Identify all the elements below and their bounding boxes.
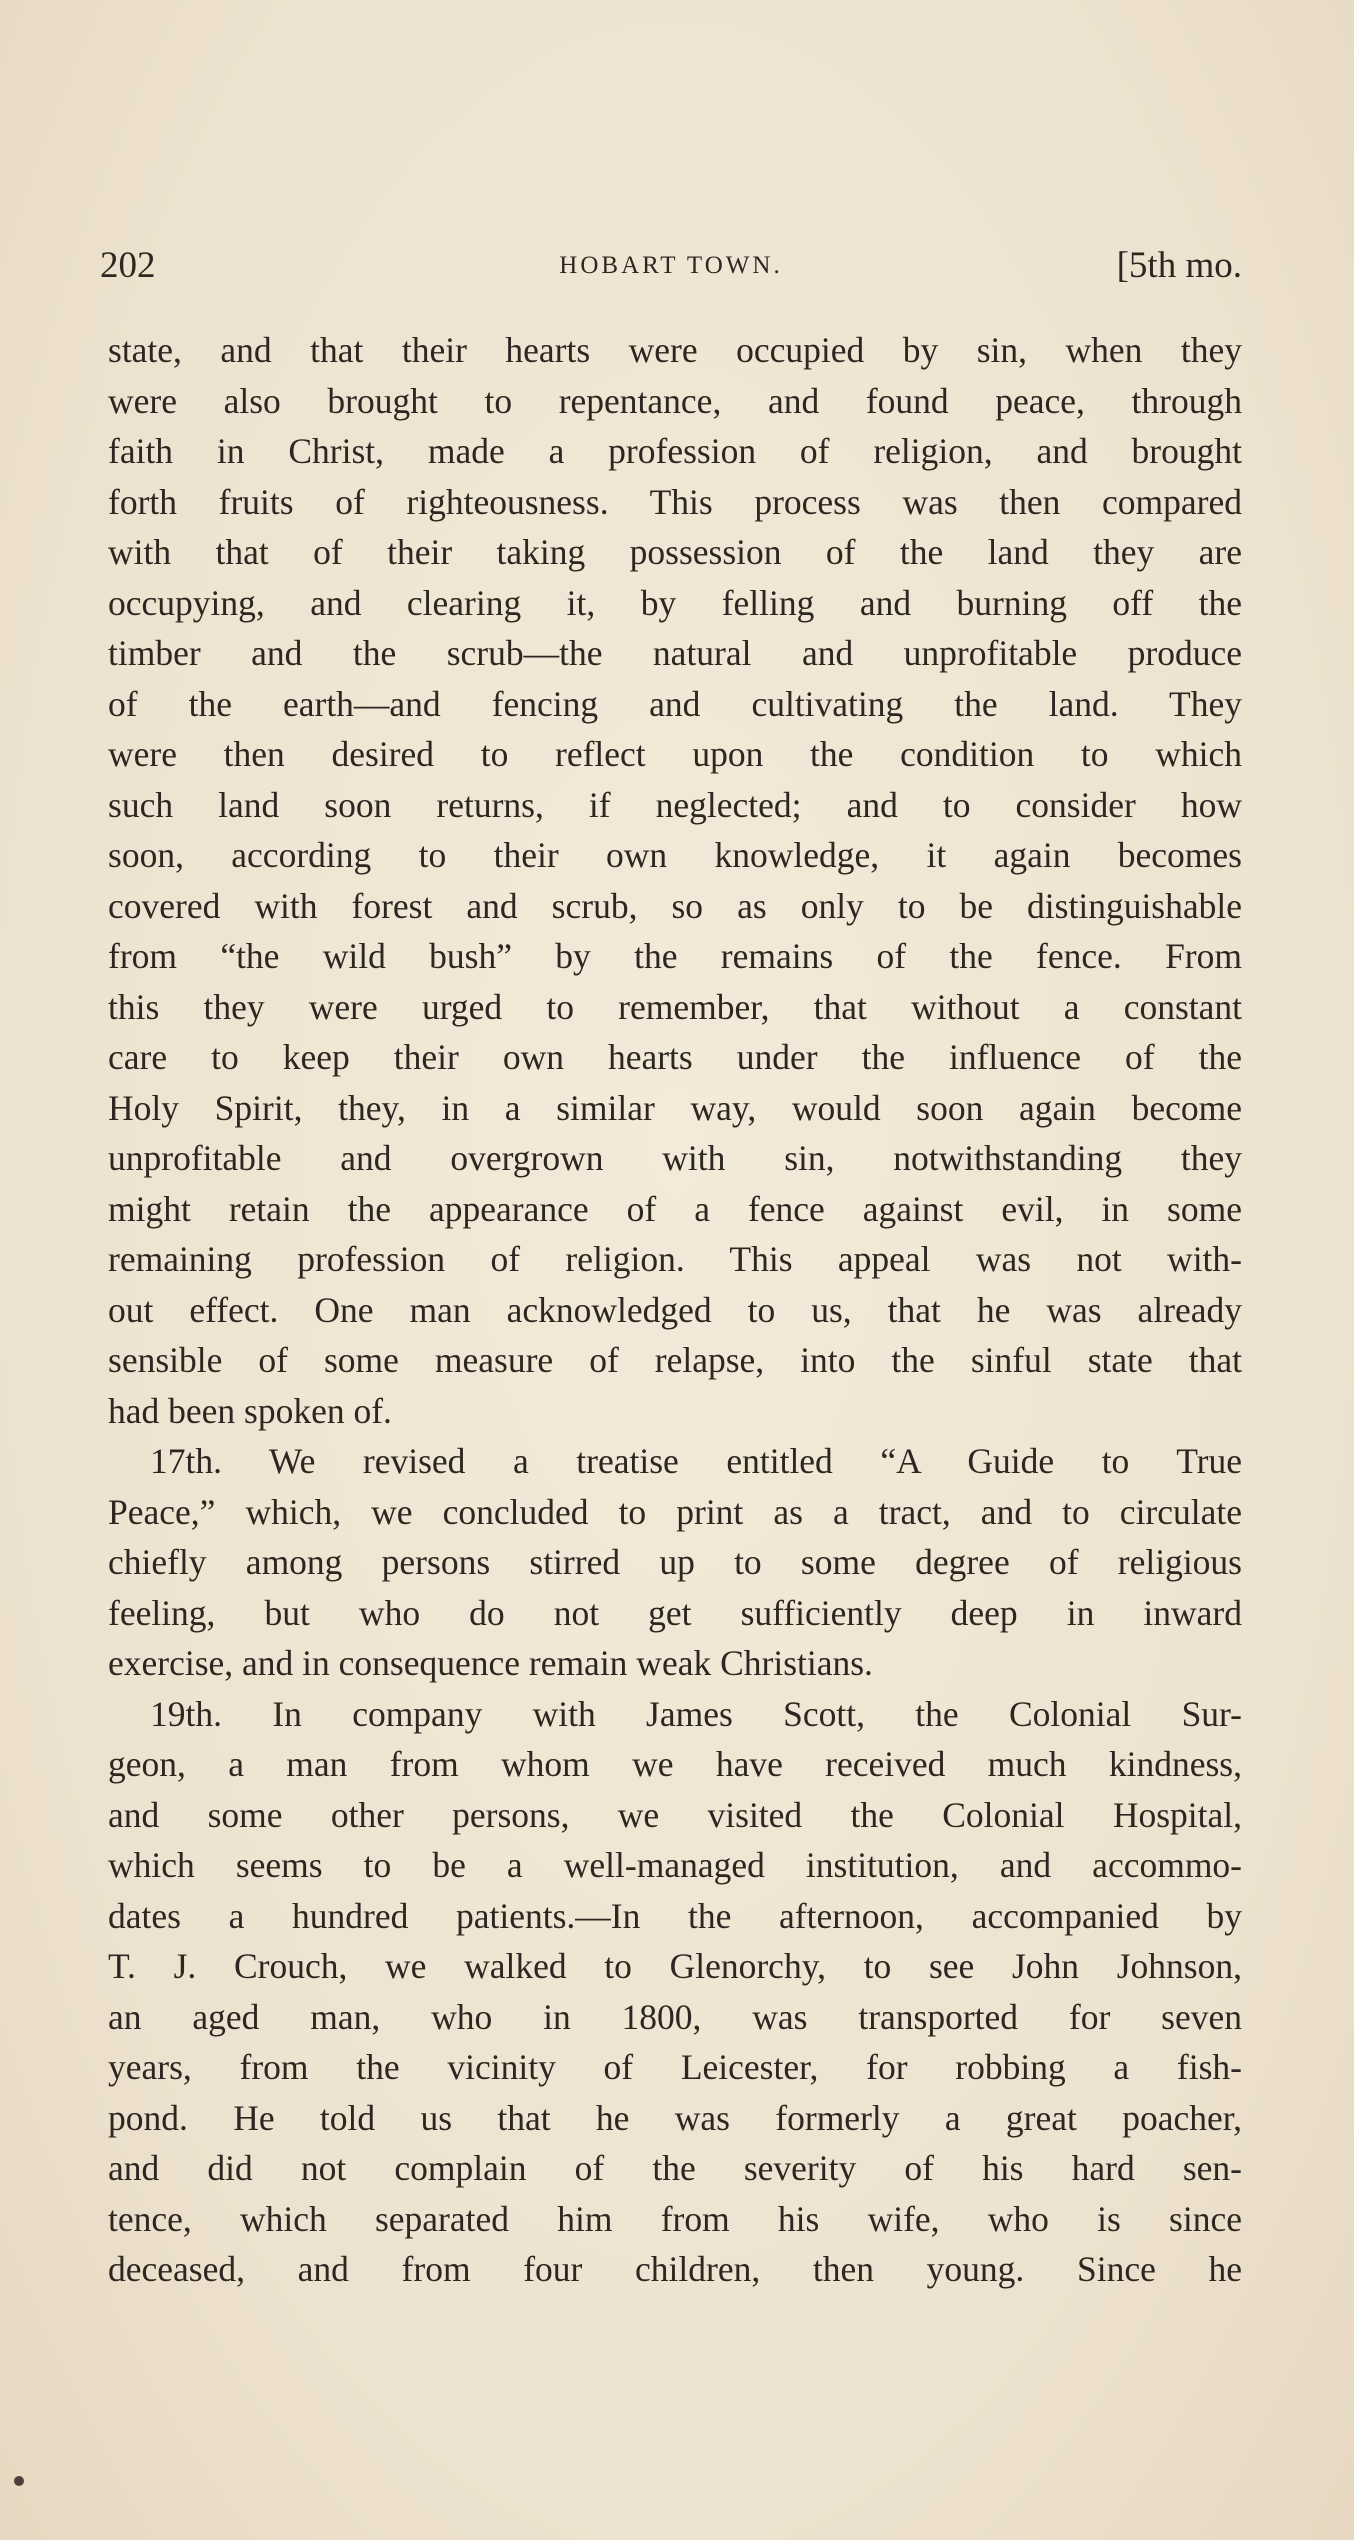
text-line: such land soon returns, if neglected; and to consider how (108, 784, 1242, 825)
text-line: forth fruits of righteousness. This process was then compared (108, 481, 1242, 522)
running-title: HOBART TOWN. (559, 252, 783, 279)
text-line: exercise, and in consequence remain weak Christians. (108, 1643, 873, 1683)
text-line: state, and that their hearts were occupied by sin, when they (108, 330, 1242, 370)
text-line: tence, which separated him from his wife, who is since (108, 2198, 1242, 2239)
text-line: occupying, and clearing it, by felling and burning off the (108, 582, 1242, 623)
page-number: 202 (100, 245, 156, 286)
text-line: sensible of some measure of relapse, into the sinful state that (108, 1340, 1242, 1380)
text-line: chiefly among persons stirred up to some degree of religious (108, 1542, 1242, 1582)
text-line: with that of their taking possession of the land they are (108, 532, 1242, 572)
text-line: unprofitable and overgrown with sin, notwithstanding they (108, 1138, 1242, 1178)
ink-speck (14, 2476, 24, 2486)
text-line: of the earth—and fencing and cultivating the land. They (108, 683, 1242, 724)
text-line: and did not complain of the severity of his hard sen- (108, 2148, 1242, 2188)
text-line: an aged man, who in 1800, was transported for seven (108, 1996, 1242, 2037)
text-line: soon, according to their own knowledge, it again becomes (108, 835, 1242, 875)
text-line: and some other persons, we visited the Colonial Hospital, (108, 1794, 1242, 1835)
text-line: remaining profession of religion. This appeal was not with- (108, 1239, 1242, 1279)
text-line: this they were urged to remember, that without a constant (108, 986, 1242, 1027)
text-line: out effect. One man acknowledged to us, that he was already (108, 1289, 1242, 1330)
running-month: [5th mo. (1116, 245, 1242, 286)
text-line: deceased, and from four children, then young. Since he (108, 2249, 1242, 2289)
text-line: timber and the scrub—the natural and unprofitable produce (108, 633, 1242, 673)
text-line: Peace,” which, we concluded to print as a tract, and to circulate (108, 1491, 1242, 1532)
text-line: 17th. We revised a treatise entitled “A Guide to True (150, 1441, 1242, 1481)
text-line: were also brought to repentance, and found peace, through (108, 380, 1242, 421)
text-line: had been spoken of. (108, 1390, 392, 1431)
text-line: faith in Christ, made a profession of religion, and brought (108, 431, 1242, 471)
text-line: 19th. In company with James Scott, the Colonial Sur- (150, 1693, 1242, 1734)
text-line: care to keep their own hearts under the influence of the (108, 1037, 1242, 1077)
text-line: were then desired to reflect upon the condition to which (108, 734, 1242, 774)
text-line: feeling, but who do not get sufficiently deep in inward (108, 1592, 1242, 1633)
text-line: might retain the appearance of a fence against evil, in some (108, 1188, 1242, 1229)
running-header (100, 240, 1242, 292)
text-line: from “the wild bush” by the remains of the fence. From (108, 936, 1242, 976)
text-line: dates a hundred patients.—In the afternoon, accompanied by (108, 1895, 1242, 1936)
text-line: geon, a man from whom we have received much kindness, (108, 1744, 1242, 1784)
text-line: Holy Spirit, they, in a similar way, would soon again become (108, 1087, 1242, 1128)
text-line: T. J. Crouch, we walked to Glenorchy, to see John Johnson, (108, 1946, 1242, 1986)
text-line: which seems to be a well-managed institution, and accommo- (108, 1845, 1242, 1885)
body-text (108, 325, 1242, 2295)
text-line: years, from the vicinity of Leicester, for robbing a fish- (108, 2047, 1242, 2087)
text-line: covered with forest and scrub, so as only to be distinguishable (108, 885, 1242, 926)
text-line: pond. He told us that he was formerly a great poacher, (108, 2097, 1242, 2138)
